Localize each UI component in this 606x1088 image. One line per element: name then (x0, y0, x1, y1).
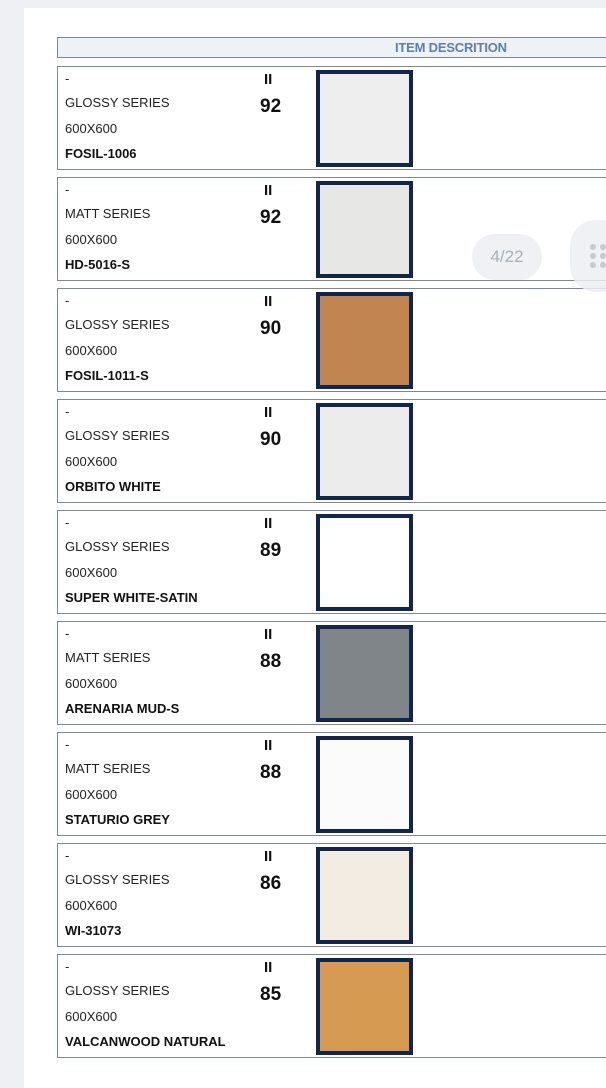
item-name: STATURIO GREY (65, 812, 170, 827)
item-value: 88 (260, 651, 282, 672)
item-name: ORBITO WHITE (65, 479, 161, 494)
table-row (57, 510, 606, 614)
grade-label: II (264, 71, 273, 88)
dash-marker: - (65, 182, 70, 197)
size-label: 600X600 (65, 343, 118, 358)
item-name: WI-31073 (65, 923, 122, 938)
series-label: GLOSSY SERIES (65, 428, 170, 443)
grade-label: II (264, 959, 273, 976)
tile-image (316, 625, 413, 722)
grade-label: II (264, 293, 273, 310)
item-name: SUPER WHITE-SATIN (65, 590, 198, 605)
table-row (57, 732, 606, 836)
dash-marker: - (65, 71, 70, 86)
grade-label: II (264, 182, 273, 199)
series-label: GLOSSY SERIES (65, 983, 170, 998)
tile-image (316, 403, 413, 500)
tile-image (316, 958, 413, 1055)
table-row (57, 66, 606, 170)
series-label: GLOSSY SERIES (65, 95, 170, 110)
series-label: MATT SERIES (65, 761, 151, 776)
table-header (57, 37, 606, 58)
item-name: VALCANWOOD NATURAL (65, 1034, 226, 1049)
grade-label: II (264, 626, 273, 643)
series-label: MATT SERIES (65, 206, 151, 221)
table-row (57, 621, 606, 725)
size-label: 600X600 (65, 121, 118, 136)
dash-marker: - (65, 515, 70, 530)
tile-image (316, 292, 413, 389)
grade-label: II (264, 737, 273, 754)
table-row (57, 843, 606, 947)
dash-marker: - (65, 404, 70, 419)
table-row (57, 954, 606, 1058)
size-label: 600X600 (65, 787, 118, 802)
series-label: GLOSSY SERIES (65, 539, 170, 554)
series-label: MATT SERIES (65, 650, 151, 665)
size-label: 600X600 (65, 454, 118, 469)
item-name: FOSIL-1011-S (65, 368, 149, 383)
size-label: 600X600 (65, 676, 118, 691)
table-row (57, 399, 606, 503)
size-label: 600X600 (65, 898, 118, 913)
tile-image (316, 181, 413, 278)
size-label: 600X600 (65, 1009, 118, 1024)
item-value: 92 (260, 96, 282, 117)
item-value: 92 (260, 207, 282, 228)
item-value: 90 (260, 318, 282, 339)
tile-image (316, 847, 413, 944)
item-name: HD-5016-S (65, 257, 131, 272)
tile-image (316, 514, 413, 611)
dash-marker: - (65, 626, 70, 641)
item-value: 89 (260, 540, 282, 561)
size-label: 600X600 (65, 232, 118, 247)
grade-label: II (264, 515, 273, 532)
item-value: 86 (260, 873, 282, 894)
dash-marker: - (65, 848, 70, 863)
item-description-header: ITEM DESCRITION (395, 40, 507, 55)
page-indicator[interactable]: 4/22 (472, 234, 542, 280)
grade-label: II (264, 848, 273, 865)
item-value: 88 (260, 762, 282, 783)
dash-marker: - (65, 959, 70, 974)
dash-marker: - (65, 293, 70, 308)
item-value: 90 (260, 429, 282, 450)
series-label: GLOSSY SERIES (65, 317, 170, 332)
tile-image (316, 736, 413, 833)
size-label: 600X600 (65, 565, 118, 580)
drag-handle-icon[interactable] (570, 220, 606, 292)
item-name: FOSIL-1006 (65, 146, 137, 161)
series-label: GLOSSY SERIES (65, 872, 170, 887)
tile-image (316, 70, 413, 167)
table-row (57, 288, 606, 392)
dash-marker: - (65, 737, 70, 752)
item-value: 85 (260, 984, 282, 1005)
item-name: ARENARIA MUD-S (65, 701, 180, 716)
grade-label: II (264, 404, 273, 421)
